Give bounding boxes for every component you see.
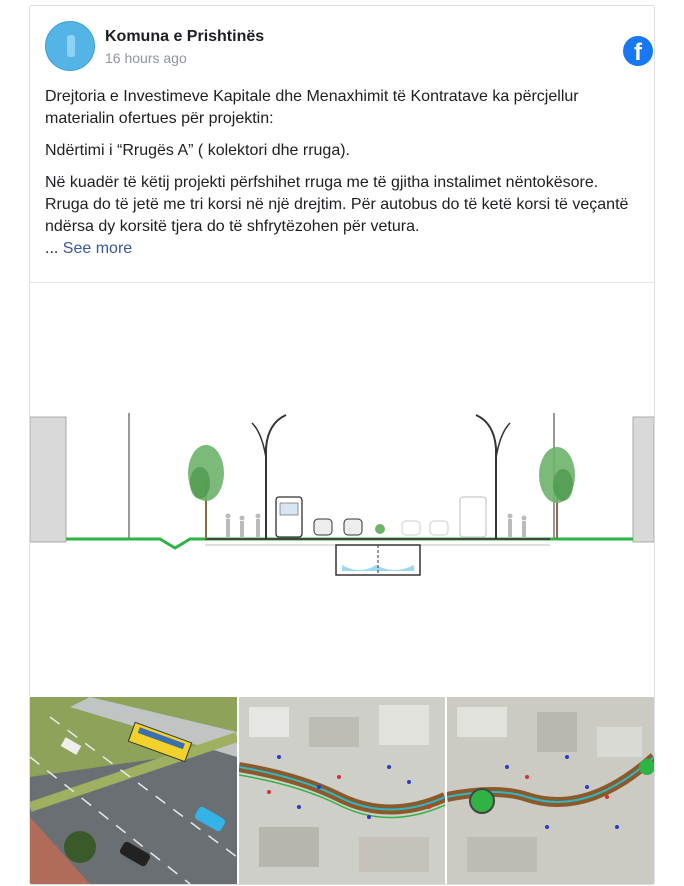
facebook-logo-icon[interactable] [623,36,653,66]
see-more-link[interactable]: See more [62,240,133,257]
post-paragraph-3: Në kuadër të këtij projekti përfshihet rruga me të gjitha instalimet nëntokësore. Rruga do të jetë me tri korsi në një drejtim. Për autobus do të ketë korsi të veçantë ndërsa dy korsitë tjera do të shfrytëzohen për vetura. [45,174,629,235]
road-render [30,697,237,884]
page-avatar[interactable] [45,21,95,71]
building-left [30,417,66,542]
car-2 [344,519,362,535]
car-1 [314,519,332,535]
aerial-map-1 [239,697,445,884]
ellipsis: ... [45,240,59,257]
tree-right [539,447,575,539]
bus-right [460,497,486,537]
facebook-post-card [29,5,655,885]
page-name-link[interactable]: Komuna e Prishtinës [105,28,265,45]
car-4 [430,521,448,535]
median-shrub [375,524,385,534]
tree-left [188,445,224,539]
post-timestamp[interactable]: 16 hours ago [105,50,187,66]
post-paragraph-1: Drejtoria e Investimeve Kapitale dhe Menaxhimit të Kontratave ka përcjellur materialin ofertues për projektin: [45,88,579,127]
street-lamp-left-arm [252,423,266,458]
post-text [45,86,639,260]
post-header [45,21,642,77]
see-more-row [45,238,639,260]
thumbnail-aerial-map-2[interactable] [447,697,654,884]
thumbnail-render[interactable] [30,697,237,884]
building-right [633,417,654,542]
post-paragraph-2: Ndërtimi i “Rrugës A” ( kolektori dhe rruga). [45,142,350,159]
car-3 [402,521,420,535]
thumbnail-aerial-map-1[interactable] [239,697,445,884]
road-cross-section-image[interactable] [30,283,654,695]
aerial-map-2 [447,697,654,884]
image-thumbnails [30,697,654,884]
facebook-glyph: f [634,39,642,66]
bus-left-window [280,503,298,515]
street-lamp-right-arm [496,423,510,458]
cross-section-drawing [30,283,654,695]
